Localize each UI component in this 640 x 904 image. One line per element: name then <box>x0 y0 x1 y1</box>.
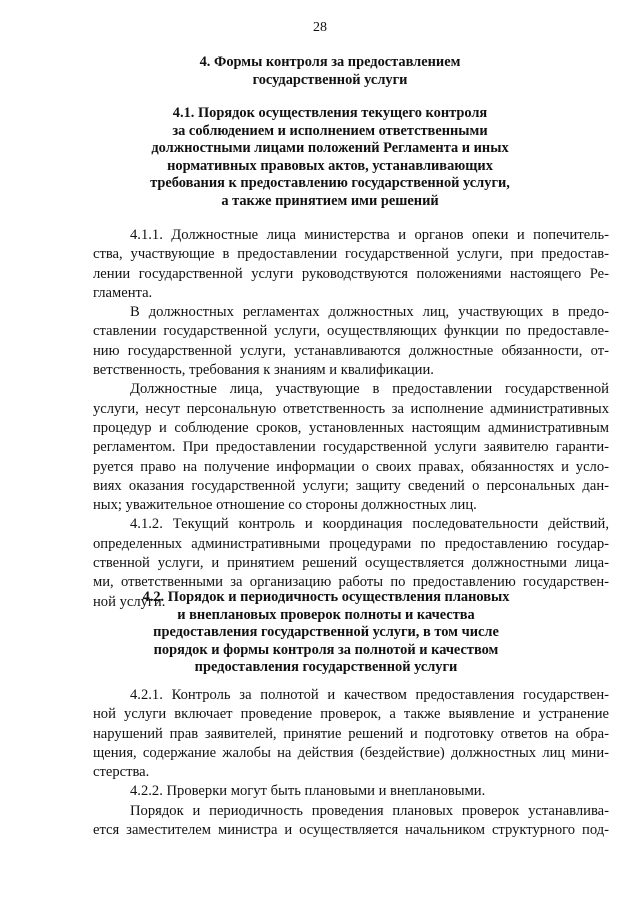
text-line: ства, участвующие в предоставлении государственной услуги, при предостав- <box>93 246 609 263</box>
text-line: В должностных регламентах должностных лиц, участвующих в предо- <box>130 304 609 321</box>
subsection-heading-line: 4.1. Порядок осуществления текущего контроля <box>172 105 488 121</box>
text-line: регламентом. При предоставлении государственной услуги заявителю гаранти- <box>93 439 609 456</box>
text-line: ми, ответственными за организацию работы по предоставлению государствен- <box>93 574 609 591</box>
text-line: руется право на получение информации о своих правах, обязанностях и усло- <box>93 458 609 475</box>
text-line: ставлении государственной услуги, осуществляющих функции по предоставле- <box>93 323 609 340</box>
text-line: ной услуги включает проведение проверок, а также выявление и устранение <box>93 706 609 723</box>
text-line: Должностные лица, участвующие в предоставлении государственной <box>130 381 609 398</box>
section-heading-line: 4. Формы контроля за предоставлением <box>199 54 461 70</box>
text-line: определенных административными процедурами по предоставлению государ- <box>93 535 609 552</box>
subsection-heading-line: 4.2. Порядок и периодичность осуществления плановых <box>142 589 510 605</box>
section-heading-line: государственной услуги <box>252 71 408 88</box>
text-line: ется заместителем министра и осуществляется начальником структурного под- <box>93 822 609 839</box>
text-line: гламента. <box>93 284 153 301</box>
subsection-heading-line: требования к предоставлению государственной услуги, <box>150 175 510 192</box>
text-line: ных; уважительное отношение со стороны должностных лиц. <box>93 497 477 514</box>
text-line: нарушений прав заявителей, принятие решений и подготовку ответов на обра- <box>93 725 609 742</box>
text-line: услуги, несут персональную ответственность за исполнение административных <box>93 400 609 417</box>
section-heading <box>10 54 640 89</box>
page-number: 28 <box>313 20 327 35</box>
text-line: 4.1.2. Текущий контроль и координация последовательности действий, <box>130 516 609 533</box>
text-line: стерства. <box>93 764 150 781</box>
text-line: щения, содержание жалобы на действия (бездействие) должностных лиц мини- <box>93 744 609 761</box>
text-line: ветственность, требования к знаниям и квалификации. <box>93 362 434 379</box>
subsection-4-2-heading <box>6 589 640 677</box>
subsection-heading-line: а также принятием ими решений <box>221 192 439 209</box>
text-line: 4.2.1. Контроль за полнотой и качеством предоставления государствен- <box>130 687 609 703</box>
subsection-heading-line: нормативных правовых актов, устанавливающих <box>167 157 493 174</box>
subsection-heading-line: предоставления государственной услуги <box>194 659 458 676</box>
text-line: 4.1.1. Должностные лица министерства и органов опеки и попечитель- <box>130 227 609 243</box>
text-line: процедур и соблюдение сроков, установленных настоящим административным <box>93 419 609 436</box>
subsection-heading-line: за соблюдением и исполнением ответственными <box>172 122 488 139</box>
text-line: ной услуги. <box>93 593 166 610</box>
text-line: ственной услуги, и принятием решений осуществляется должностными лица- <box>93 555 609 572</box>
text-line: Порядок и периодичность проведения плановых проверок устанавлива- <box>130 802 609 819</box>
body-text-4-2 <box>93 686 609 840</box>
text-line: лении государственной услуги руководствуются положениями настоящего Ре- <box>93 265 609 282</box>
text-line: нию государственной услуги, устанавливаются должностные обязанности, от- <box>93 342 609 359</box>
subsection-heading-line: и внеплановых проверок полноты и качества <box>177 606 475 623</box>
subsection-heading-line: предоставления государственной услуги, в том числе <box>153 624 499 641</box>
text-line: виях оказания государственной услуги; защиту сведений о персональных дан- <box>93 477 609 494</box>
subsection-4-1-heading <box>10 105 640 211</box>
text-line: 4.2.2. Проверки могут быть плановыми и внеплановыми. <box>130 783 486 800</box>
subsection-heading-line: порядок и формы контроля за полнотой и качеством <box>153 641 499 658</box>
subsection-heading-line: должностными лицами положений Регламента и иных <box>151 140 509 157</box>
body-text-4-1 <box>93 226 609 612</box>
